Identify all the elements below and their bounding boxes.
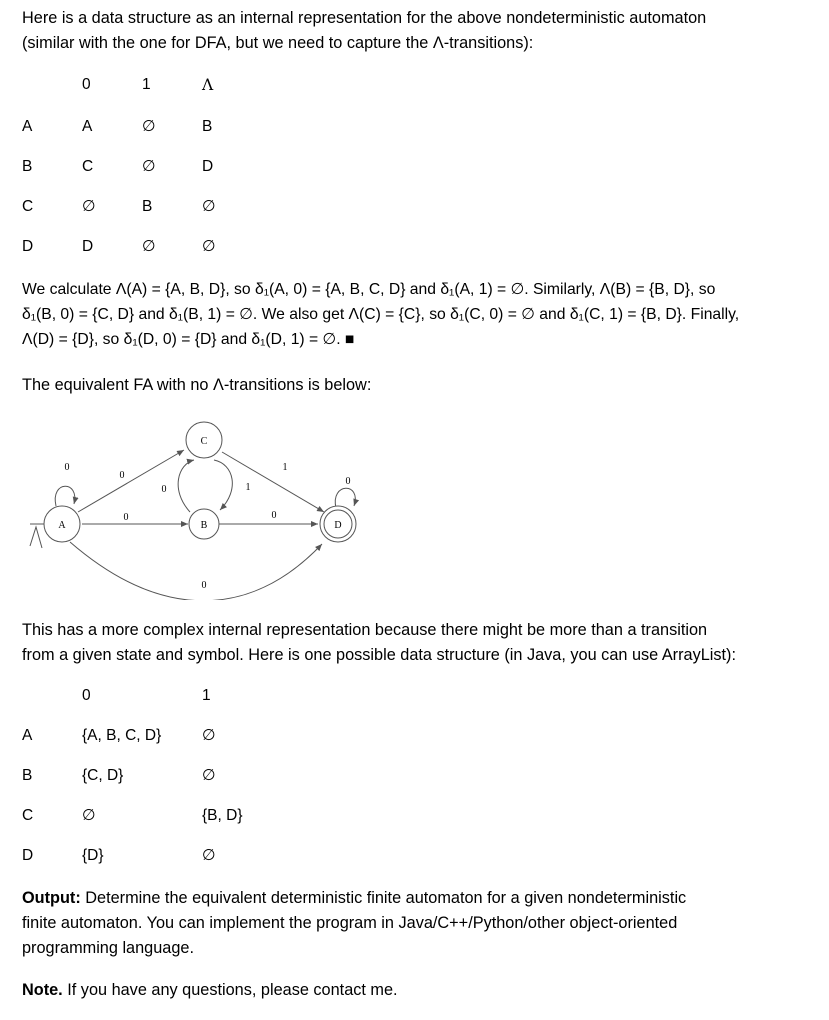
- edge-d-loop: [335, 488, 355, 508]
- state-a-label: A: [58, 520, 66, 531]
- table1-cell: A: [82, 118, 93, 135]
- equivalent-fa-caption: The equivalent FA with no Λ-transitions is below:: [22, 376, 372, 394]
- start-arrow: [30, 527, 42, 548]
- state-b-label: B: [200, 520, 208, 531]
- table1-cell: ∅: [82, 198, 96, 215]
- table1-state-d: D: [22, 238, 34, 255]
- table1-cell: D: [202, 158, 214, 175]
- edge-c-b: [214, 460, 232, 510]
- calculation-paragraph: [22, 277, 812, 352]
- table1-cell: ∅: [142, 158, 156, 175]
- note-label: Note.: [22, 981, 63, 999]
- table1-cell: ∅: [142, 118, 156, 135]
- table2-state-c: C: [22, 807, 34, 824]
- table2-cell: {C, D}: [82, 767, 124, 784]
- table1-header-lambda: Λ: [202, 76, 214, 94]
- label-a-c: 0: [119, 470, 125, 481]
- label-b-d: 0: [271, 510, 277, 521]
- table2-cell: {B, D}: [202, 807, 243, 824]
- output-line-1: Determine the equivalent deterministic finite automaton for a given nondeterministic: [80, 889, 687, 907]
- intro-paragraph: [22, 6, 812, 56]
- intro-line-1: Here is a data structure as an internal representation for the above nondeterministic automaton: [22, 9, 707, 27]
- edge-a-loop: [55, 486, 75, 506]
- automaton-diagram: [0, 420, 829, 600]
- table1-state-a: A: [22, 118, 33, 135]
- table2-state-b: B: [22, 767, 33, 784]
- table2-header-0: 0: [82, 687, 91, 704]
- note-paragraph: [22, 978, 812, 1003]
- table2-header-1: 1: [202, 687, 211, 704]
- complex-paragraph: [22, 618, 812, 668]
- edge-b-c: [178, 460, 194, 512]
- table1-cell: B: [202, 118, 213, 135]
- label-a-d: 0: [201, 580, 207, 591]
- output-label: Output:: [22, 889, 81, 907]
- edge-a-c: [78, 450, 184, 512]
- table1-header-0: 0: [82, 76, 91, 93]
- table1-header-1: 1: [142, 76, 151, 93]
- note-text: If you have any questions, please contact me.: [62, 981, 398, 999]
- table2-cell: ∅: [202, 847, 216, 864]
- output-line-3: programming language.: [22, 939, 194, 957]
- complex-line-2: from a given state and symbol. Here is one possible data structure (in Java, you can use ArrayList):: [22, 646, 737, 664]
- state-d-label: D: [334, 520, 342, 531]
- calc-line-2: δ₁(B, 0) = {C, D} and δ₁(B, 1) = ∅. We also get Λ(C) = {C}, so δ₁(C, 0) = ∅ and δ₁(C, 1) = {B, D}. Finally,: [22, 306, 740, 323]
- table1-cell: C: [82, 158, 94, 175]
- edge-c-d: [222, 452, 324, 512]
- table1-cell: ∅: [202, 238, 216, 255]
- table2-cell: {D}: [82, 847, 104, 864]
- label-a-b: 0: [123, 512, 129, 523]
- edge-a-d: [70, 542, 322, 600]
- complex-line-1: This has a more complex internal representation because there might be more than a transition: [22, 621, 708, 639]
- output-line-2: finite automaton. You can implement the program in Java/C++/Python/other object-oriented: [22, 914, 678, 932]
- table1-state-b: B: [22, 158, 33, 175]
- state-c-label: C: [200, 436, 208, 447]
- calc-line-3: Λ(D) = {D}, so δ₁(D, 0) = {D} and δ₁(D, 1) = ∅. ■: [22, 331, 355, 348]
- table1-cell: ∅: [142, 238, 156, 255]
- table1-cell: D: [82, 238, 94, 255]
- table2-state-d: D: [22, 847, 34, 864]
- label-a-loop: 0: [64, 462, 70, 473]
- table2-cell: ∅: [82, 807, 96, 824]
- table1-state-c: C: [22, 198, 34, 215]
- table2-cell: {A, B, C, D}: [82, 727, 162, 744]
- table2-state-a: A: [22, 727, 33, 744]
- table1-cell: ∅: [202, 198, 216, 215]
- table2-cell: ∅: [202, 727, 216, 744]
- calc-line-1: We calculate Λ(A) = {A, B, D}, so δ₁(A, 0) = {A, B, C, D} and δ₁(A, 1) = ∅. Similarly, Λ(B) = {B, D}, so: [22, 281, 716, 298]
- output-paragraph: [22, 886, 812, 961]
- label-d-loop: 0: [345, 476, 351, 487]
- table2-cell: ∅: [202, 767, 216, 784]
- label-b-c: 0: [161, 484, 167, 495]
- intro-line-2: (similar with the one for DFA, but we need to capture the Λ-transitions):: [22, 34, 534, 52]
- table1-cell: B: [142, 198, 153, 215]
- label-c-d: 1: [282, 462, 288, 473]
- label-b-d-upper: 1: [245, 482, 251, 493]
